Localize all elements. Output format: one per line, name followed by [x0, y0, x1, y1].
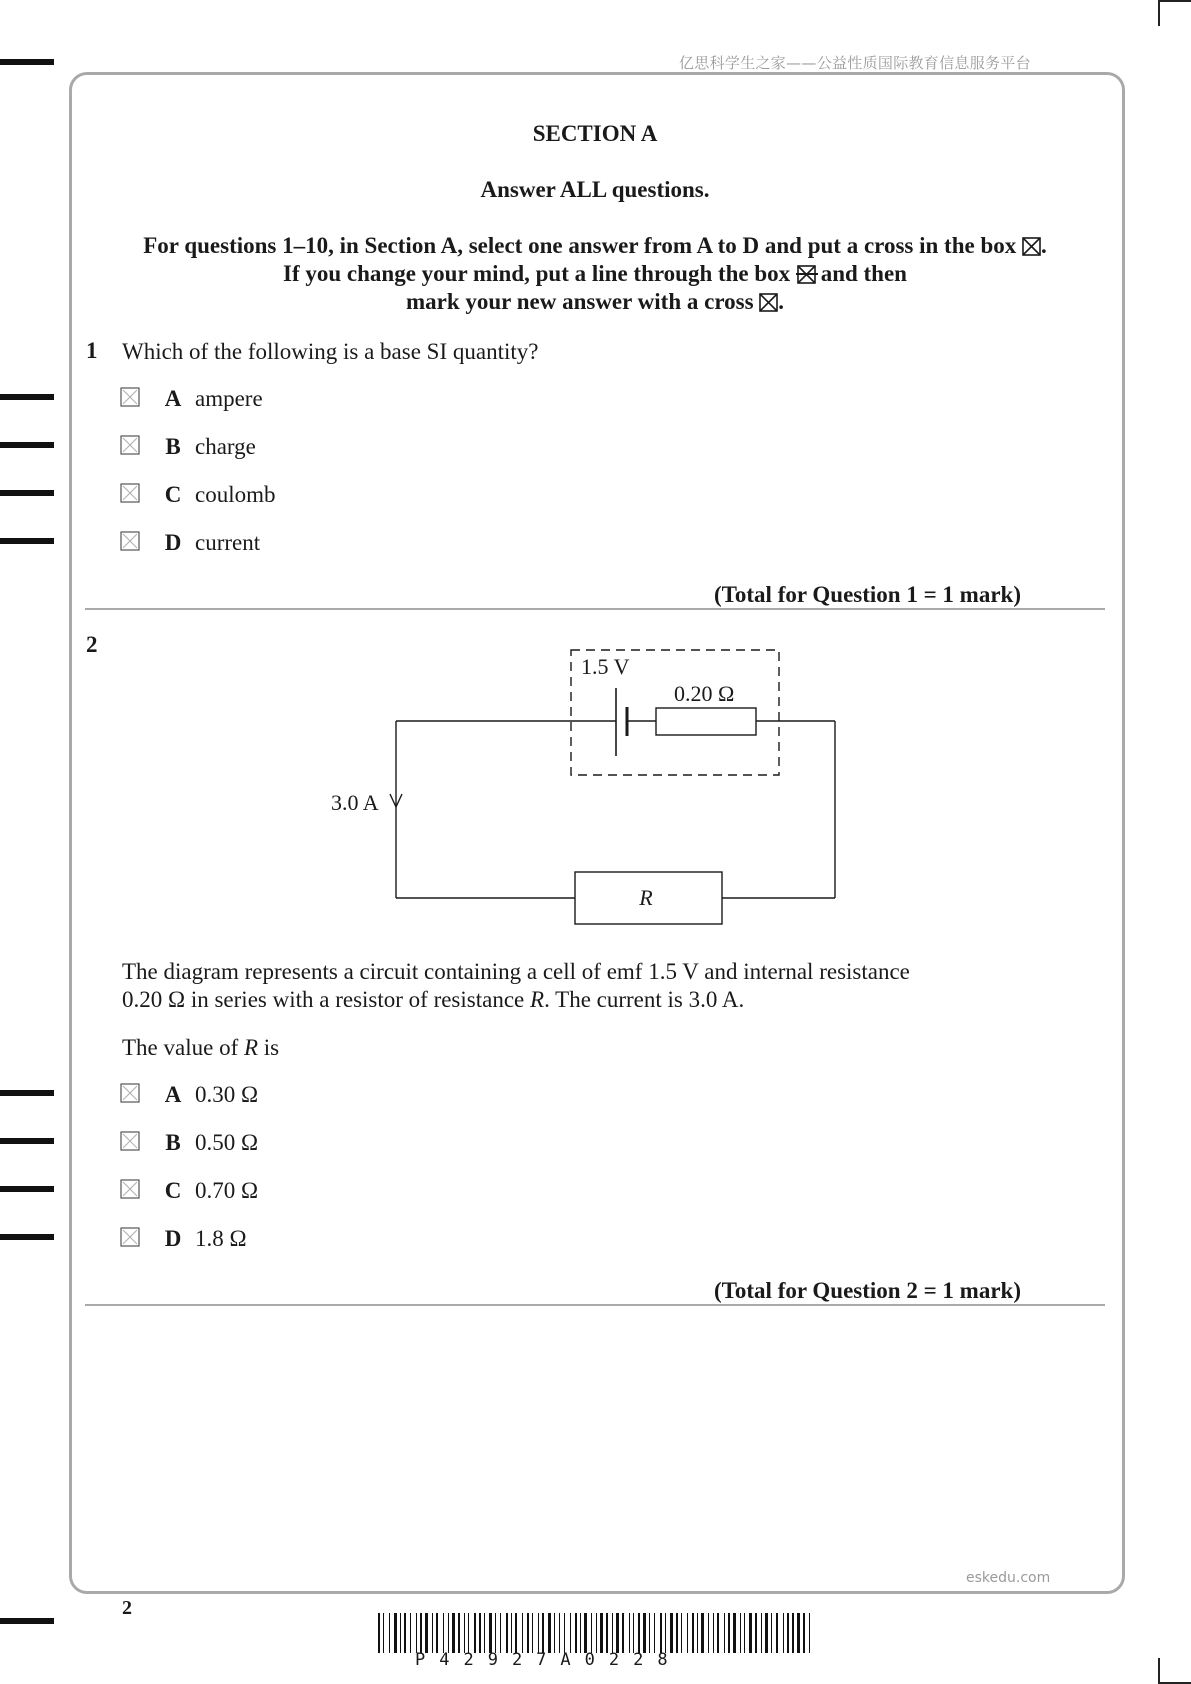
option-letter: B [165, 1130, 181, 1155]
barcode-stripe [570, 1613, 571, 1653]
barcode-stripe [378, 1613, 380, 1653]
margin-tick [0, 1090, 54, 1096]
prompt-text: is [258, 1035, 280, 1060]
barcode-stripe [575, 1613, 577, 1653]
section-subtitle: Answer ALL questions. [480, 177, 710, 202]
barcode-stripe [797, 1613, 800, 1653]
barcode-stripe [724, 1613, 725, 1653]
barcode-stripe [484, 1613, 485, 1653]
option-text: ampere [195, 386, 263, 411]
barcode-stripe [458, 1613, 460, 1653]
barcode-stripe [425, 1613, 428, 1653]
barcode-stripe [612, 1613, 613, 1653]
option-text: charge [195, 434, 256, 459]
instructions-line-1: For questions 1–10, in Section A, select one answer from A to D and put a cross in the box [143, 233, 1017, 258]
corner-mark [1158, 1658, 1160, 1684]
barcode-stripe [515, 1613, 517, 1653]
barcode-stripe [638, 1613, 640, 1653]
current-label: 3.0 A [331, 790, 379, 815]
barcode-stripe [787, 1613, 789, 1653]
answer-checkbox[interactable] [120, 531, 140, 551]
barcode-stripe [643, 1613, 646, 1653]
option-text: coulomb [195, 482, 276, 507]
barcode-stripe [532, 1613, 533, 1653]
barcode-stripe [771, 1613, 772, 1653]
barcode-stripe [404, 1613, 406, 1653]
barcode-stripe [479, 1613, 481, 1653]
barcode-text: P42927A0228 [415, 1650, 682, 1670]
barcode-stripe [511, 1613, 512, 1653]
barcode-stripe [580, 1613, 581, 1653]
barcode-stripe [522, 1613, 523, 1653]
barcode-stripe [616, 1613, 619, 1653]
question-2-number: 2 [86, 632, 98, 657]
margin-tick [0, 538, 54, 544]
barcode-stripe [443, 1613, 444, 1653]
barcode-stripe [649, 1613, 650, 1653]
barcode-stripe [448, 1613, 449, 1653]
option-letter: A [164, 386, 182, 411]
prompt-text: The value of [122, 1035, 244, 1060]
barcode-stripe [468, 1613, 469, 1653]
answer-checkbox[interactable] [120, 1227, 140, 1247]
question-1-stem: Which of the following is a base SI quantity? [122, 339, 539, 364]
watermark-footer: eskedu.com [966, 1570, 1051, 1586]
option-letter: C [164, 1178, 182, 1203]
question-divider [85, 1304, 1105, 1306]
barcode-stripe [692, 1613, 694, 1653]
stem-text: 0.20 Ω in series with a resistor of resistance [122, 987, 530, 1012]
barcode-stripe [755, 1613, 757, 1653]
barcode-stripe [660, 1613, 662, 1653]
internal-resistor [656, 708, 756, 735]
prompt-variable: R [243, 1035, 259, 1060]
answer-checkbox[interactable] [120, 435, 140, 455]
instructions-line-2b: and then [820, 261, 907, 286]
question-2-prompt [122, 1034, 279, 1062]
answer-checkbox[interactable] [120, 1179, 140, 1199]
barcode-stripe [548, 1613, 551, 1653]
question-2-stem [122, 958, 910, 1014]
option-letter: C [164, 482, 182, 507]
barcode [378, 1613, 810, 1653]
answer-checkbox[interactable] [120, 387, 140, 407]
answer-checkbox[interactable] [120, 483, 140, 503]
barcode-stripe [410, 1613, 411, 1653]
question-2-total: (Total for Question 2 = 1 mark) [714, 1278, 1021, 1303]
option-text: current [195, 530, 261, 555]
instructions-line-3: mark your new answer with a cross [405, 289, 754, 314]
barcode-stripe [687, 1613, 688, 1653]
resistor-label: R [639, 885, 653, 910]
option-letter: A [164, 1082, 182, 1107]
barcode-stripe [538, 1613, 539, 1653]
barcode-stripe [728, 1613, 730, 1653]
barcode-stripe [596, 1613, 597, 1653]
barcode-stripe [474, 1613, 476, 1653]
barcode-stripe [713, 1613, 714, 1653]
barcode-stripe [622, 1613, 624, 1653]
emf-label: 1.5 V [581, 654, 630, 679]
barcode-stripe [591, 1613, 592, 1653]
barcode-stripe [400, 1613, 401, 1653]
barcode-stripe [654, 1613, 655, 1653]
question-1-total: (Total for Question 1 = 1 mark) [714, 582, 1021, 607]
barcode-stripe [420, 1613, 422, 1653]
stem-variable: R [530, 987, 545, 1012]
barcode-stripe [500, 1613, 501, 1653]
corner-mark [1158, 0, 1191, 2]
barcode-stripe [681, 1613, 682, 1653]
barcode-stripe [464, 1613, 465, 1653]
margin-tick [0, 490, 54, 496]
barcode-stripe [495, 1613, 496, 1653]
crossed-box-icon [1022, 237, 1041, 256]
barcode-stripe [489, 1613, 492, 1653]
instructions-line-2a: If you change your mind, put a line through the box [283, 261, 791, 286]
barcode-stripe [542, 1613, 544, 1653]
barcode-stripe [394, 1613, 397, 1653]
barcode-stripe [697, 1613, 698, 1653]
question-2-stem-line-1: The diagram represents a circuit containing a cell of emf 1.5 V and internal resistance [122, 959, 910, 984]
struck-box-icon [796, 265, 815, 284]
barcode-stripe [809, 1613, 810, 1653]
barcode-stripe [436, 1613, 438, 1653]
barcode-stripe [792, 1613, 794, 1653]
barcode-stripe [740, 1613, 741, 1653]
barcode-stripe [783, 1613, 784, 1653]
margin-tick [0, 59, 54, 65]
barcode-stripe [452, 1613, 455, 1653]
margin-tick [0, 394, 54, 400]
barcode-stripe [527, 1613, 529, 1653]
margin-tick [0, 1234, 54, 1240]
barcode-stripe [554, 1613, 555, 1653]
barcode-stripe [733, 1613, 736, 1653]
watermark-header: 亿思科学生之家——公益性质国际教育信息服务平台 [679, 54, 1031, 72]
barcode-stripe [803, 1613, 805, 1653]
option-text: 1.8 Ω [195, 1226, 247, 1251]
barcode-stripe [559, 1613, 560, 1653]
margin-tick [0, 1618, 54, 1624]
circuit-diagram [300, 640, 860, 930]
barcode-stripe [564, 1613, 565, 1653]
barcode-stripe [676, 1613, 678, 1653]
question-2-stem-line-2 [122, 986, 910, 1014]
barcode-stripe [416, 1613, 417, 1653]
barcode-stripe [708, 1613, 709, 1653]
option-text: 0.30 Ω [195, 1082, 259, 1107]
option-letter: B [165, 434, 181, 459]
barcode-stripe [506, 1613, 508, 1653]
question-1-number: 1 [86, 338, 98, 363]
barcode-stripe [749, 1613, 752, 1653]
internal-resistance-label: 0.20 Ω [674, 681, 735, 706]
barcode-stripe [665, 1613, 666, 1653]
option-letter: D [164, 530, 182, 555]
margin-tick [0, 1138, 54, 1144]
barcode-stripe [432, 1613, 433, 1653]
barcode-stripe [629, 1613, 630, 1653]
barcode-stripe [633, 1613, 634, 1653]
section-title: SECTION A [532, 121, 658, 146]
barcode-stripe [670, 1613, 673, 1653]
barcode-stripe [600, 1613, 603, 1653]
barcode-stripe [701, 1613, 704, 1653]
stem-text: . The current is 3.0 A. [544, 987, 745, 1012]
barcode-stripe [383, 1613, 384, 1653]
barcode-stripe [765, 1613, 768, 1653]
instructions: For questions 1–10, in Section A, select one answer from A to D and put a cross in the box . If you change your mind, put a line through the box and then mark your new answer with a cross . [143, 233, 1047, 314]
margin-tick [0, 442, 54, 448]
option-letter: D [164, 1226, 182, 1251]
barcode-stripe [606, 1613, 608, 1653]
barcode-stripe [776, 1613, 778, 1653]
barcode-stripe [717, 1613, 719, 1653]
answer-checkbox[interactable] [120, 1083, 140, 1103]
barcode-stripe [744, 1613, 745, 1653]
margin-tick [0, 1186, 54, 1192]
option-text: 0.70 Ω [195, 1178, 259, 1203]
crossed-box-icon [759, 293, 778, 312]
barcode-stripe [584, 1613, 587, 1653]
barcode-stripe [761, 1613, 762, 1653]
page-number: 2 [122, 1597, 132, 1619]
question-divider [85, 608, 1105, 610]
barcode-stripe [389, 1613, 390, 1653]
answer-checkbox[interactable] [120, 1131, 140, 1151]
corner-mark [1158, 0, 1160, 26]
option-text: 0.50 Ω [195, 1130, 259, 1155]
